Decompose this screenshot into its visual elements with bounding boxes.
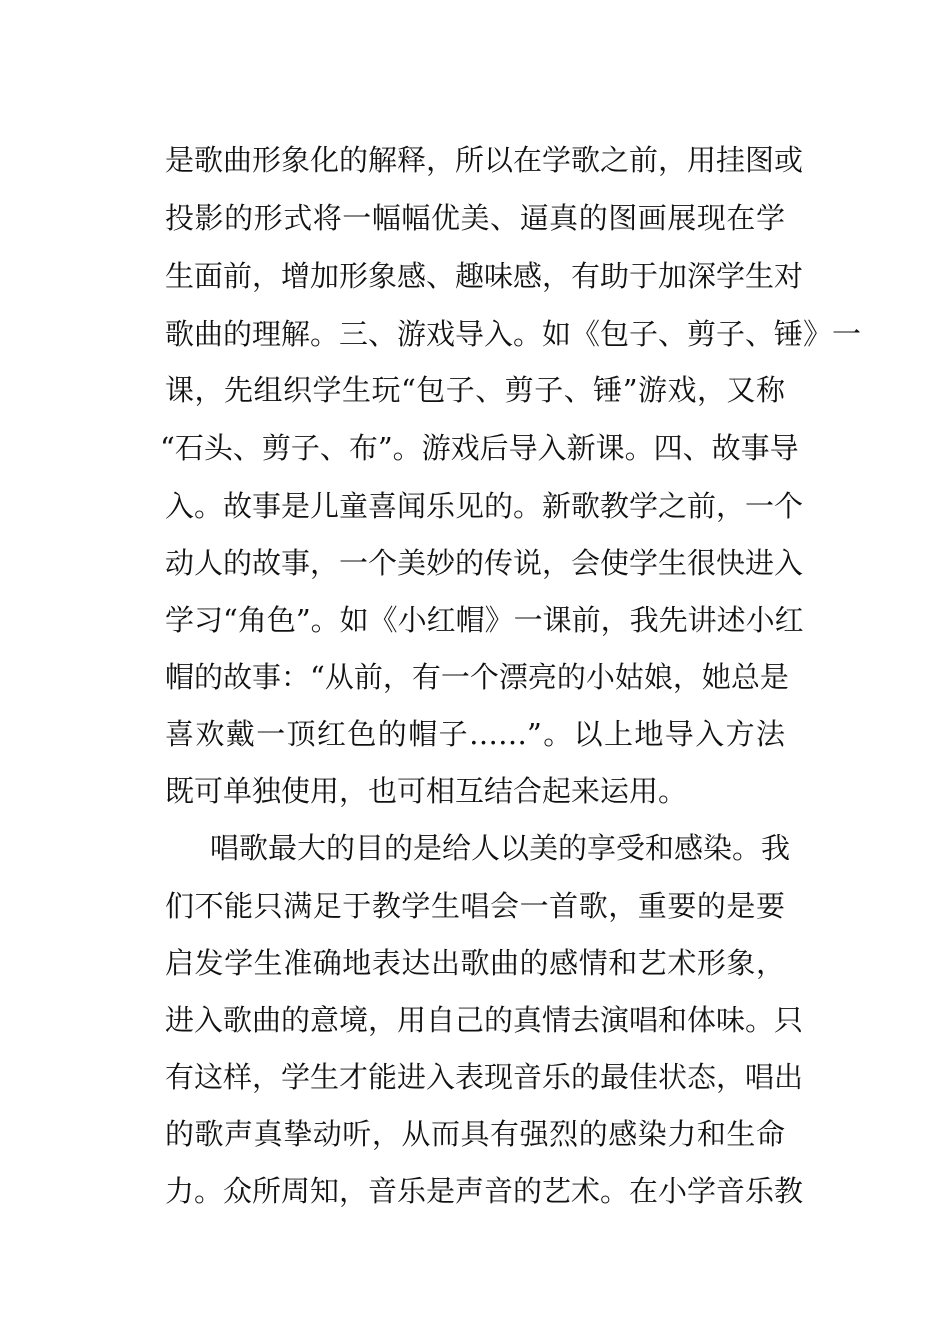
text-line: 启发学生准确地表达出歌曲的感情和艺术形象， — [165, 946, 785, 980]
text-line: 入。故事是儿童喜闻乐见的。新歌教学之前，一个 — [165, 489, 804, 523]
text-line: 动人的故事，一个美妙的传说，会使学生很快进入 — [165, 546, 804, 580]
text-line: 是歌曲形象化的解释，所以在学歌之前，用挂图或 — [165, 143, 804, 177]
text-line: 投影的形式将一幅幅优美、逼真的图画展现在学 — [165, 201, 785, 235]
text-line: 帽的故事：“从前，有一个漂亮的小姑娘，她总是 — [165, 660, 789, 694]
text-line: 学习“角色”。如《小红帽》一课前，我先讲述小红 — [165, 603, 804, 637]
text-line: 进入歌曲的意境，用自己的真情去演唱和体味。只 — [165, 1003, 804, 1037]
text-line: 课，先组织学生玩“包子、剪子、锤”游戏，又称 — [165, 373, 785, 407]
text-line: 们不能只满足于教学生唱会一首歌，重要的是要 — [165, 889, 785, 923]
text-line: 生面前，增加形象感、趣味感，有助于加深学生对 — [165, 259, 804, 293]
text-line: 力。众所周知，音乐是声音的艺术。在小学音乐教 — [165, 1174, 804, 1208]
text-line: 喜欢戴一顶红色的帽子……”。以上地导入方法 — [165, 717, 785, 751]
text-line: 既可单独使用，也可相互结合起来运用。 — [165, 774, 688, 808]
text-line: 歌曲的理解。三、游戏导入。如《包子、剪子、锤》一 — [165, 317, 862, 351]
text-line: “石头、剪子、布”。游戏后导入新课。四、故事导 — [160, 431, 799, 465]
text-line: 唱歌最大的目的是给人以美的享受和感染。我 — [210, 831, 791, 865]
text-line: 有这样，学生才能进入表现音乐的最佳状态，唱出 — [165, 1060, 804, 1094]
text-line: 的歌声真挚动听，从而具有强烈的感染力和生命 — [165, 1117, 785, 1151]
